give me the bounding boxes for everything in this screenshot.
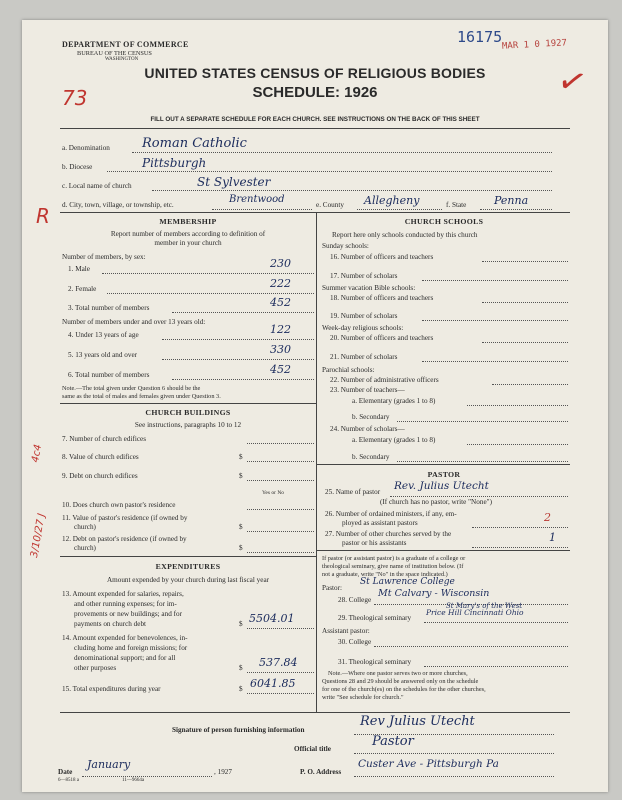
q26-line-2: ployed as assistant pastors: [342, 519, 418, 527]
q9-field[interactable]: [247, 470, 314, 481]
grad-note-3: not a graduate, write "No" in the space indicated.): [322, 571, 448, 578]
diocese-value: Pittsburgh: [142, 156, 207, 170]
county-label: e. County: [316, 201, 344, 209]
pastor-note-1: Note.—Where one pastor serves two or more churches,: [328, 670, 468, 677]
local-name-label: c. Local name of church: [62, 182, 132, 190]
q6-label: 6. Total number of members: [68, 371, 150, 379]
buildings-divider: [60, 403, 316, 404]
q24b-label: b. Secondary: [352, 453, 390, 461]
q9-label: 9. Debt on church edifices: [62, 472, 138, 480]
signature-label: Signature of person furnishing information: [172, 726, 305, 734]
q26-line-1: 26. Number of ordained ministers, if any, em-: [325, 510, 457, 518]
margin-note-1: 4c4: [30, 443, 45, 464]
q25-hint: (If church has no pastor, write "None"): [380, 498, 492, 506]
q4-value: 122: [270, 323, 291, 336]
expenditures-divider: [60, 556, 316, 557]
membership-heading: MEMBERSHIP: [159, 217, 217, 226]
q29-value-1: St Mary's of the West: [446, 602, 523, 610]
q1-value: 230: [270, 257, 291, 270]
q31-label: 31. Theological seminary: [338, 658, 412, 666]
red-r-mark: R: [36, 204, 50, 228]
pastor-note-3: for one of the church(es) on the schedules for the other churches,: [322, 686, 486, 693]
q27-line-1: 27. Number of other churches served by the: [325, 530, 452, 538]
q14-line-1: 14. Amount expended for benevolences, in-: [62, 634, 188, 642]
q14-line-4: other purposes: [74, 664, 117, 672]
q14-value: 537.84: [259, 656, 298, 669]
section-divider: [60, 212, 570, 213]
q13-line-3: provements or new buildings; and for: [74, 610, 182, 618]
city-town-value: Brentwood: [229, 194, 285, 205]
q15-dollar: $: [239, 685, 243, 693]
q14-dollar: $: [239, 664, 243, 672]
q8-dollar: $: [239, 453, 243, 461]
red-tally-number: 73: [62, 86, 88, 110]
q6-leader: [172, 369, 314, 380]
q23b-label: b. Secondary: [352, 413, 390, 421]
margin-note-2: 3/10/27 J: [29, 512, 48, 559]
bureau-label: BUREAU OF THE CENSUS: [77, 50, 152, 57]
q30-field[interactable]: [374, 636, 568, 647]
date-year: , 1927: [214, 768, 232, 776]
yes-no-hint: Yes or No: [262, 490, 285, 496]
q6-value: 452: [270, 363, 291, 376]
official-title-label: Official title: [294, 745, 331, 753]
q23-label: 23. Number of teachers—: [330, 386, 405, 394]
q5-value: 330: [270, 343, 291, 356]
check-mark-icon: ✓: [553, 58, 592, 106]
q13-line-4: payments on church debt: [74, 620, 147, 628]
q21-field[interactable]: [422, 351, 568, 362]
q22-field[interactable]: [492, 374, 568, 385]
pastor-college-note: St Lawrence College: [360, 577, 455, 587]
q7-label: 7. Number of church edifices: [62, 435, 147, 443]
q15-label: 15. Total expenditures during year: [62, 685, 161, 693]
q25-value: Rev. Julius Utecht: [394, 480, 489, 492]
q11-label-2: church): [74, 523, 96, 531]
header-divider: [60, 128, 570, 129]
received-stamp: MAR 1 0 1927: [501, 38, 568, 52]
q8-label: 8. Value of church edifices: [62, 453, 139, 461]
q13-line-2: and other running expenses; for im-: [74, 600, 177, 608]
q19-label: 19. Number of scholars: [330, 312, 398, 320]
q16-label: 16. Number of officers and teachers: [330, 253, 434, 261]
city-town-label: d. City, town, village, or township, etc.: [62, 201, 174, 209]
expenditures-subheading: Amount expended by your church during last fiscal year: [106, 576, 270, 584]
q14-line-3: denominational support; and for all: [74, 654, 176, 662]
pastor-note-4: write "See schedule for church.": [322, 694, 404, 701]
denomination-label: a. Denomination: [62, 144, 110, 152]
q14-line-2: cluding home and foreign missions; for: [74, 644, 188, 652]
state-value: Penna: [494, 194, 529, 207]
q8-field[interactable]: [247, 451, 314, 462]
q9-dollar: $: [239, 472, 243, 480]
q11-label-1: 11. Value of pastor's residence (if owned by: [62, 514, 188, 522]
pastor-heading: PASTOR: [427, 470, 461, 479]
q2-value: 222: [270, 277, 291, 290]
grad-divider: [316, 550, 570, 551]
form-subtitle: SCHEDULE: 1926: [252, 84, 378, 101]
q5-label: 5. 13 years old and over: [68, 351, 138, 359]
grad-note-2: theological seminary, give name of institution below. (If: [322, 563, 464, 570]
q11-field[interactable]: [247, 521, 314, 532]
q28-label: 28. College: [338, 596, 372, 604]
q23b-field[interactable]: [397, 411, 568, 422]
buildings-heading: CHURCH BUILDINGS: [145, 408, 231, 417]
q23a-label: a. Elementary (grades 1 to 8): [352, 397, 436, 405]
weekday-label: Week-day religious schools:: [322, 324, 404, 332]
form-instruction: FILL OUT A SEPARATE SCHEDULE FOR EACH CHURCH. SEE INSTRUCTIONS ON THE BACK OF THIS SHEET: [150, 116, 480, 123]
q19-field[interactable]: [422, 310, 568, 321]
q4-label: 4. Under 13 years of age: [68, 331, 139, 339]
q28-value: Mt Calvary - Wisconsin: [378, 588, 490, 599]
membership-intro-2: member in your church: [154, 239, 222, 247]
serial-number: 16175: [457, 28, 503, 46]
q4-leader: [162, 329, 314, 340]
county-value: Allegheny: [364, 194, 420, 207]
pastor-divider: [316, 464, 570, 465]
q12-field[interactable]: [247, 542, 314, 553]
q18-label: 18. Number of officers and teachers: [330, 294, 434, 302]
city-label: WASHINGTON: [105, 57, 139, 62]
parochial-label: Parochial schools:: [322, 366, 375, 374]
q7-field[interactable]: [247, 433, 314, 444]
q31-field[interactable]: [424, 656, 568, 667]
membership-intro-1: Report number of members according to definition of: [110, 230, 266, 238]
form-number: 6—8518 a: [58, 778, 79, 783]
print-number: 11—9664a: [122, 778, 145, 783]
q3-label: 3. Total number of members: [68, 304, 150, 312]
date-value: January: [87, 758, 131, 771]
q12-label-2: church): [74, 544, 96, 552]
local-name-value: St Sylvester: [197, 175, 271, 189]
q13-value: 5504.01: [249, 612, 295, 625]
q13-dollar: $: [239, 620, 243, 628]
footer-divider: [60, 712, 570, 713]
q18-field[interactable]: [482, 292, 568, 303]
membership-note-1: Note.—The total given under Question 6 should be the: [62, 385, 201, 392]
q17-label: 17. Number of scholars: [330, 272, 398, 280]
sunday-label: Sunday schools:: [322, 242, 369, 250]
q12-dollar: $: [239, 544, 243, 552]
q24a-field[interactable]: [467, 434, 568, 445]
q15-value: 6041.85: [250, 677, 296, 690]
q26-field[interactable]: [472, 517, 568, 528]
q5-leader: [162, 349, 314, 360]
q10-label: 10. Does church own pastor's residence: [62, 501, 176, 509]
q11-dollar: $: [239, 523, 243, 531]
address-label: P. O. Address: [300, 768, 342, 776]
q12-label-1: 12. Debt on pastor's residence (if owned by: [62, 535, 187, 543]
q22-label: 22. Number of administrative officers: [330, 376, 439, 384]
q10-field[interactable]: [247, 499, 314, 510]
diocese-label: b. Diocese: [62, 163, 93, 171]
q24b-field[interactable]: [397, 451, 568, 462]
form-title: UNITED STATES CENSUS OF RELIGIOUS BODIES: [144, 65, 486, 81]
q3-leader: [172, 302, 314, 313]
q30-label: 30. College: [338, 638, 372, 646]
q21-label: 21. Number of scholars: [330, 353, 398, 361]
q20-field[interactable]: [482, 332, 568, 343]
q13-line-1: 13. Amount expended for salaries, repairs,: [62, 590, 184, 598]
grad-note-1: If pastor (or assistant pastor) is a graduate of a college or: [322, 555, 466, 562]
q20-label: 20. Number of officers and teachers: [330, 334, 434, 342]
official-title-value: Pastor: [372, 734, 414, 749]
q3-value: 452: [270, 296, 291, 309]
q2-label: 2. Female: [68, 285, 97, 293]
schools-intro: Report here only schools conducted by this church: [332, 231, 478, 239]
q24-label: 24. Number of scholars—: [330, 425, 405, 433]
q29-value-2: Price Hill Cincinnati Ohio: [426, 608, 524, 617]
state-label: f. State: [446, 201, 467, 209]
q27-value: 1: [549, 531, 556, 544]
schools-heading: CHURCH SCHOOLS: [404, 217, 484, 226]
membership-note-2: same as the total of males and females given under Question 3.: [62, 393, 221, 400]
expenditures-heading: EXPENDITURES: [155, 562, 221, 571]
buildings-subheading: See instructions, paragraphs 10 to 12: [134, 421, 242, 429]
q29-label: 29. Theological seminary: [338, 614, 412, 622]
denomination-value: Roman Catholic: [142, 136, 247, 151]
pastor-subheading: Pastor:: [322, 584, 342, 592]
q27-line-2: pastor or his assistants: [342, 539, 407, 547]
pastor-note-2: Questions 28 and 29 should be answered only on the schedule: [322, 678, 479, 685]
signature-value: Rev Julius Utecht: [360, 714, 475, 729]
q17-field[interactable]: [422, 270, 568, 281]
address-value: Custer Ave - Pittsburgh Pa: [358, 758, 499, 770]
q26-value: 2: [544, 511, 551, 524]
q16-field[interactable]: [482, 251, 568, 262]
assistant-subheading: Assistant pastor:: [322, 627, 370, 635]
column-divider: [316, 212, 317, 712]
q23a-field[interactable]: [467, 395, 568, 406]
q1-label: 1. Male: [68, 265, 90, 273]
by-sex-label: Number of members, by sex:: [62, 253, 146, 261]
q25-label: 25. Name of pastor: [325, 488, 381, 496]
date-label: Date: [58, 768, 73, 776]
q24a-label: a. Elementary (grades 1 to 8): [352, 436, 436, 444]
department-label: DEPARTMENT OF COMMERCE: [62, 40, 189, 49]
summer-label: Summer vacation Bible schools:: [322, 284, 416, 292]
age-intro-label: Number of members under and over 13 years old:: [62, 318, 206, 326]
census-schedule-form: [22, 20, 608, 792]
